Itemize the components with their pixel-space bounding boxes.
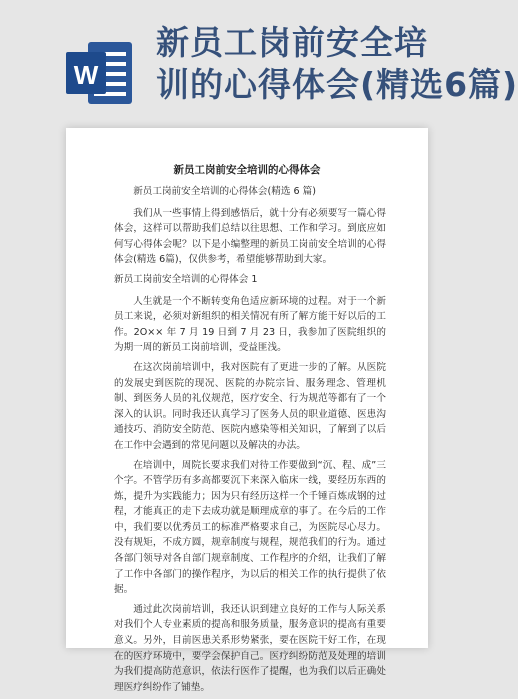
title-line-2: 训的心得体会(精选6篇) <box>156 65 518 104</box>
body-paragraph: 在培训中，周院长要求我们对待工作要做到“沉、程、成”三个字。不管学历有多高都要沉下来深入临床一线，要经历东西的炼，提升为实践能力；因为只有经历这样一个千锤百炼成钢的过程，才能真正的走下去成功就是顺理成章的事了。在今后的工作中，我们要以优秀员工的标准严格要求自己，为医院尽心尽力。没有规矩，不成方圆，规章制度与规程，规范我们的行为。通过各部门领导对各自部门规章制度、工作程序的介绍，让我们了解了工作中各部门的操作程序，为以后的相关工作的执行提供了依据。 <box>114 459 386 596</box>
title-line-1: 新员工岗前安全培 <box>156 23 428 62</box>
section-heading: 新员工岗前安全培训的心得体会 1 <box>114 273 258 285</box>
document-body <box>114 184 386 699</box>
word-icon <box>64 38 134 108</box>
document-subtitle: 新员工岗前安全培训的心得体会(精选 6 篇) <box>133 186 316 197</box>
cover-header <box>0 0 518 130</box>
body-paragraph: 在这次岗前培训中，我对医院有了更进一步的了解。从医院的发展史到医院的现况、医院的办院宗旨、服务理念、管理机制、到医务人员的礼仪规范，医疗安全、行为规范等都有了一个深入的认识。同时我还认真学习了医务人员的职业道德、医患沟通技巧、消防安全防范、医院内感染等相关知识，了解到了以后在工作中会遇到的常见问题以及解决的办法。 <box>114 361 386 451</box>
document-page <box>66 128 428 693</box>
page-title <box>156 22 518 106</box>
intro-paragraph: 我们从一些事情上得到感悟后，就十分有必须要写一篇心得体会，这样可以帮助我们总结以往思想、工作和学习。到底应如何写心得体会呢？以下是小编整理的新员工岗前安全培训的心得体会(精选 6篇)，仅供参考，希望能够帮助到大家。 <box>114 207 386 266</box>
document-title: 新员工岗前安全培训的心得体会 <box>173 164 321 176</box>
svg-text:W: W <box>73 60 99 90</box>
body-paragraph: 人生就是一个不断转变角色适应新环境的过程。对于一个新员工来说，必须对新组织的相关情况有所了解方能干好以后的工作。2O×× 年 7 月 19 日到 7 月 23 日，我参加了医院组织的为期一周的新员工岗前培训，受益匪浅。 <box>114 295 386 354</box>
body-paragraph: 通过此次岗前培训，我还认识到建立良好的工作与人际关系对我们个人专业素质的提高和服务质量，服务意识的提高有重要意义。另外，目前医患关系形势紧张，要在医院干好工作，在现在的医疗环境中，要学会保护自己。医疗纠纷防范及处理的培训为我们提高防范意识，依法行医作了提醒，也为我们以后正确处理医疗纠纷作了铺垫。 <box>114 603 386 693</box>
